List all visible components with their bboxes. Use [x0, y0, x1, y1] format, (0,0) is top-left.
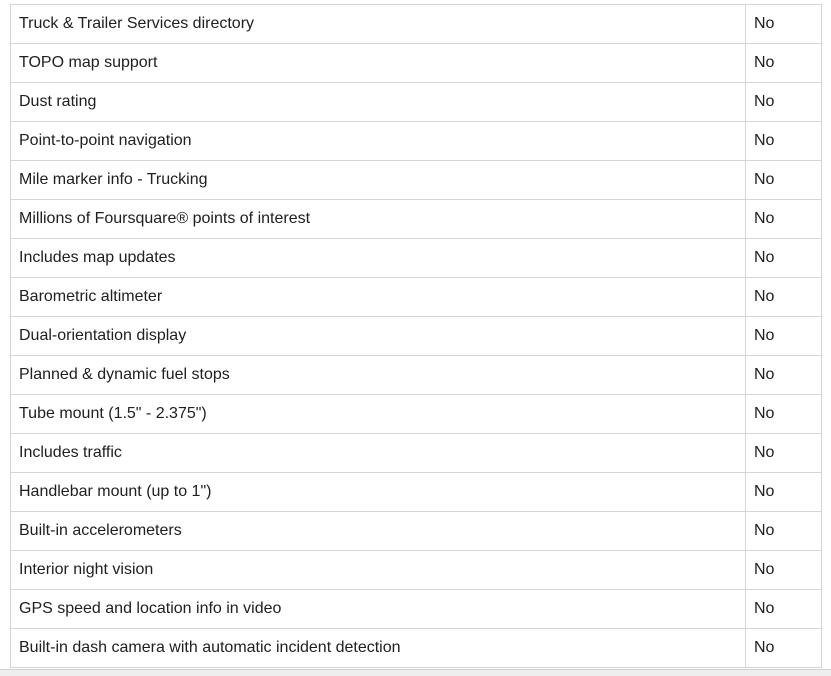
feature-value: No: [746, 200, 822, 239]
feature-value: No: [746, 590, 822, 629]
feature-name: Interior night vision: [11, 551, 746, 590]
feature-name: Handlebar mount (up to 1"): [11, 473, 746, 512]
table-row: [11, 122, 822, 161]
table-row: [11, 629, 822, 668]
feature-name: Truck & Trailer Services directory: [11, 5, 746, 44]
feature-value: No: [746, 83, 822, 122]
feature-value: No: [746, 512, 822, 551]
table-row: [11, 278, 822, 317]
feature-value: No: [746, 317, 822, 356]
table-row: [11, 395, 822, 434]
feature-name: Built-in accelerometers: [11, 512, 746, 551]
feature-name: Built-in dash camera with automatic incident detection: [11, 629, 746, 668]
table-row: [11, 161, 822, 200]
feature-value: No: [746, 278, 822, 317]
feature-name: GPS speed and location info in video: [11, 590, 746, 629]
feature-value: No: [746, 356, 822, 395]
table-row: [11, 434, 822, 473]
table-row: [11, 551, 822, 590]
spec-comparison-table: [10, 4, 822, 668]
feature-name: Dual-orientation display: [11, 317, 746, 356]
feature-value: No: [746, 161, 822, 200]
feature-name: Barometric altimeter: [11, 278, 746, 317]
table-row: [11, 356, 822, 395]
feature-value: No: [746, 473, 822, 512]
feature-name: Includes map updates: [11, 239, 746, 278]
feature-value: No: [746, 239, 822, 278]
feature-name: Point-to-point navigation: [11, 122, 746, 161]
spec-rows: [11, 5, 822, 668]
table-row: [11, 512, 822, 551]
feature-value: No: [746, 629, 822, 668]
feature-value: No: [746, 551, 822, 590]
table-row: [11, 590, 822, 629]
feature-value: No: [746, 122, 822, 161]
feature-value: No: [746, 395, 822, 434]
table-row: [11, 5, 822, 44]
table-row: [11, 200, 822, 239]
feature-value: No: [746, 5, 822, 44]
feature-value: No: [746, 44, 822, 83]
table-row: [11, 317, 822, 356]
feature-name: Planned & dynamic fuel stops: [11, 356, 746, 395]
feature-name: Dust rating: [11, 83, 746, 122]
next-row-edge: [0, 669, 831, 676]
table-row: [11, 44, 822, 83]
feature-name: Tube mount (1.5" - 2.375"): [11, 395, 746, 434]
table-row: [11, 83, 822, 122]
feature-name: Includes traffic: [11, 434, 746, 473]
table-row: [11, 473, 822, 512]
table-row: [11, 239, 822, 278]
feature-name: Mile marker info - Trucking: [11, 161, 746, 200]
feature-name: Millions of Foursquare® points of interest: [11, 200, 746, 239]
feature-name: TOPO map support: [11, 44, 746, 83]
feature-value: No: [746, 434, 822, 473]
